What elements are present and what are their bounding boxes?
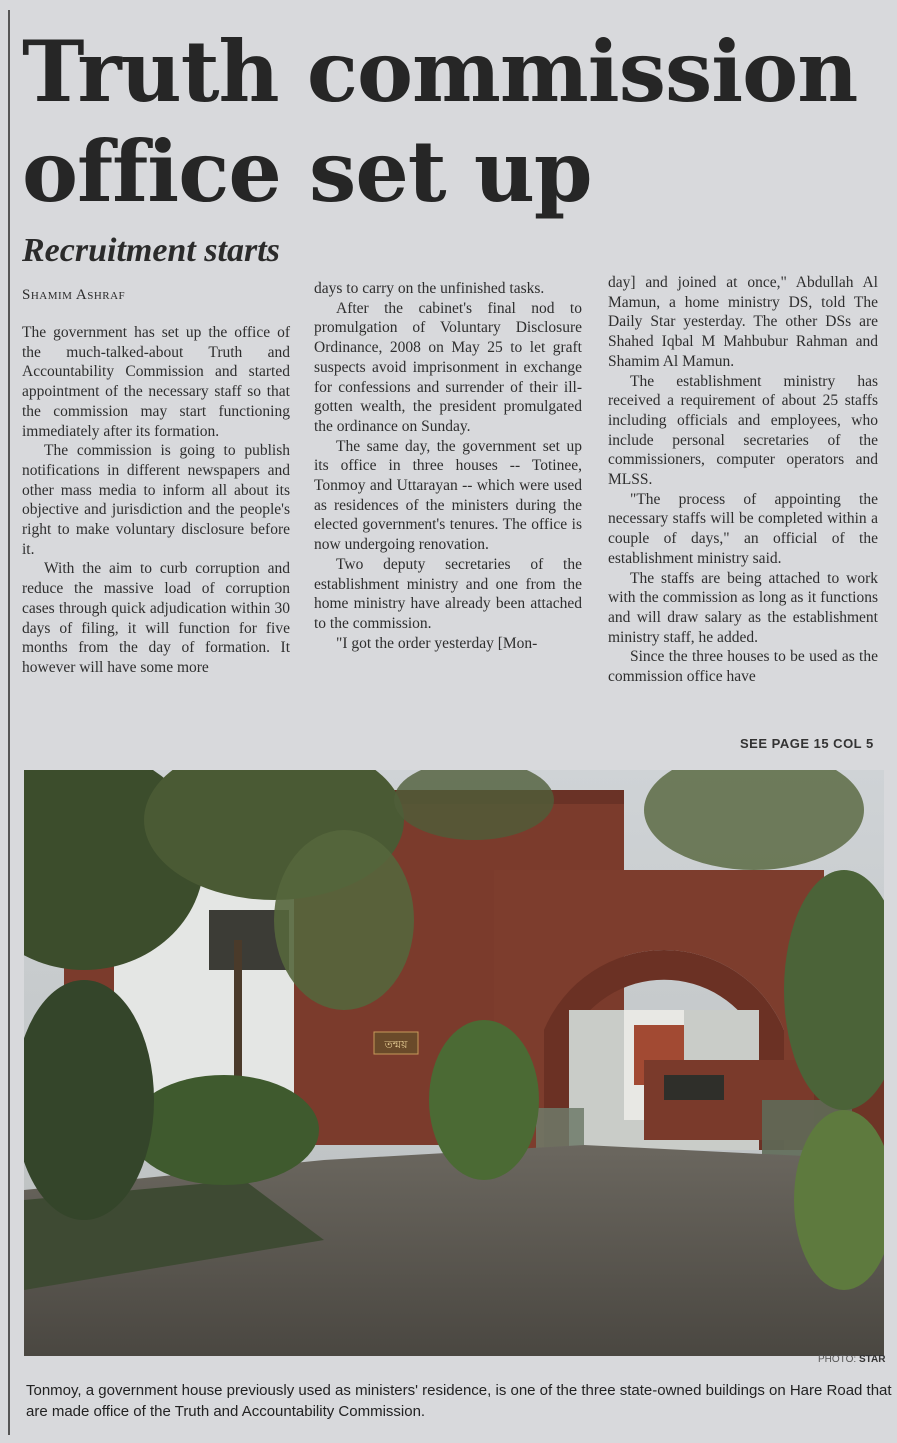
continued-jump-line: SEE PAGE 15 COL 5: [740, 736, 874, 751]
shrub: [129, 1075, 319, 1185]
paragraph: The establishment ministry has received a requirement of about 25 staffs including officials and employees, who include personal secretaries of the commissioners, computer operators and MLSS.: [608, 372, 878, 489]
article-column-1: [22, 323, 290, 678]
headline: [22, 22, 882, 222]
paragraph: The government has set up the office of the much-talked-about Truth and Accountability Commission and started appointment of the necessary staff so that the commission may start functioning immediately after its formation.: [22, 324, 290, 440]
byline: Shamim Ashraf: [22, 287, 126, 303]
headline-line-1: Truth commission: [22, 22, 858, 121]
paragraph: "I got the order yesterday [Mon-: [336, 634, 538, 652]
subheadline: Recruitment starts: [22, 232, 280, 269]
house-photo-illustration: [24, 770, 884, 1356]
news-photo: [24, 770, 884, 1356]
paragraph: The staffs are being attached to work with the commission as long as it functions and will draw salary as the establishment ministry staff, he added.: [608, 569, 878, 646]
headline-line-2: office set up: [22, 122, 592, 221]
photo-credit-source: STAR: [858, 1354, 886, 1365]
paragraph: days to carry on the unfinished tasks.: [314, 280, 545, 297]
paragraph: Since the three houses to be used as the commission office have: [608, 648, 878, 686]
name-plate-text: তন্ময়: [384, 1038, 408, 1051]
photo-caption: Tonmoy, a government house previously used as ministers' residence, is one of the three state-owned buildings on Hare Road that are made office of the Truth and Accountability Commission.: [26, 1382, 892, 1420]
paragraph: The same day, the government set up its office in three houses -- Totinee, Tonmoy and Uttarayan -- which were used as residences of the ministers during the elected government's tenures. The office is now undergoing renovation.: [314, 437, 582, 554]
paragraph: The commission is going to publish notifications in different newspapers and other mass media to inform all about its objective and jurisdiction and the people's right to make voluntary disclosure before it.: [22, 442, 290, 558]
photo-credit: [818, 1354, 885, 1365]
article-column-2: [314, 279, 582, 653]
photo-credit-label: PHOTO:: [818, 1354, 857, 1365]
shrub: [429, 1020, 539, 1180]
paragraph: day] and joined at once," Abdullah Al Mamun, a home ministry DS, told The Daily Star yesterday. The other DSs are Shahed Iqbal M Mahbubur Rahman and Shamim Al Mamun.: [608, 274, 878, 370]
paragraph: With the aim to curb corruption and reduce the massive load of corruption cases through quick adjudication within 30 days of filing, it will function for five months from the day of formation. It however will have some more: [22, 560, 290, 676]
paragraph: "The process of appointing the necessary staffs will be completed within a couple of days," an official of the establishment ministry said.: [608, 490, 878, 567]
paragraph: After the cabinet's final nod to promulgation of Voluntary Disclosure Ordinance, 2008 on May 25 to let graft suspects avoid imprisonment in exchange for confessions and surrender of their ill-gotten wealth, the president promulgated the ordinance on Sunday.: [314, 299, 582, 435]
article-column-3: [608, 273, 878, 687]
paragraph: Two deputy secretaries of the establishment ministry and one from the home ministry have already been attached to the commission.: [314, 555, 582, 632]
